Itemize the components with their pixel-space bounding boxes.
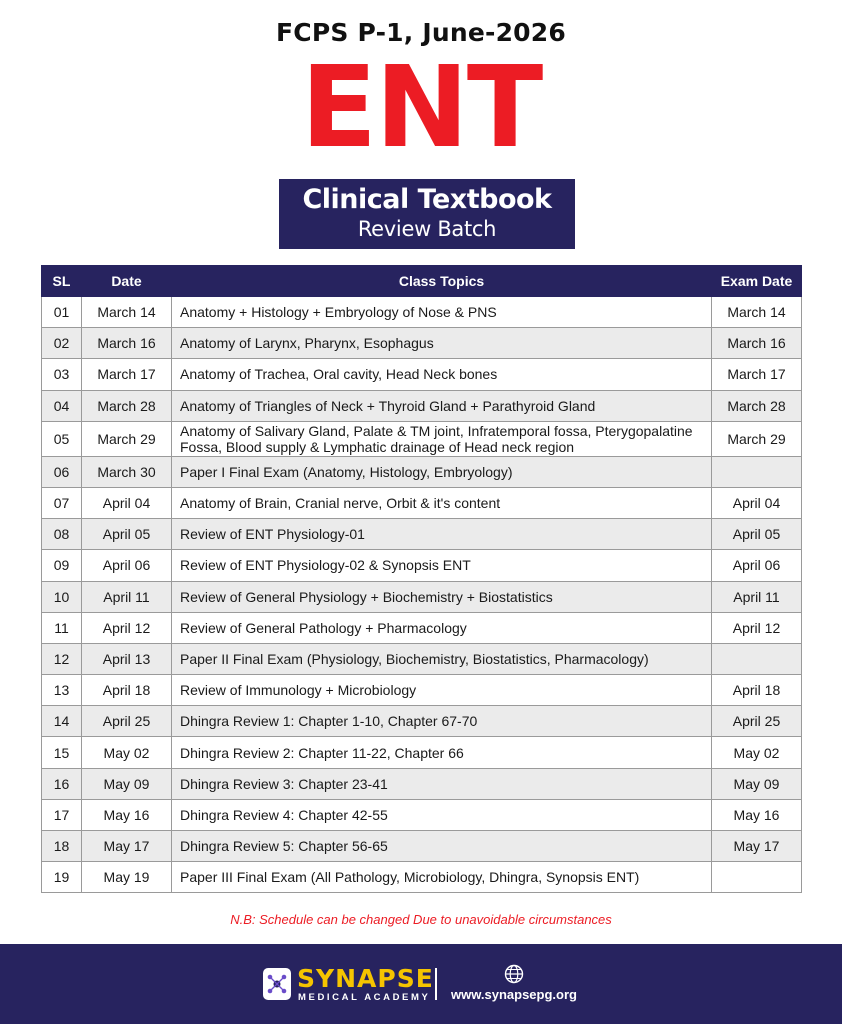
cell-topic: Review of Immunology + Microbiology [172,675,712,706]
table-row [42,297,802,328]
cell-exam-date: April 05 [712,519,802,550]
cell-exam-date: April 06 [712,550,802,581]
cell-sl: 18 [42,831,82,862]
cell-date: March 14 [82,297,172,328]
table-row [42,612,802,643]
cell-date: May 02 [82,737,172,768]
cell-date: March 17 [82,359,172,390]
cell-topic: Anatomy of Salivary Gland, Palate & TM joint, Infratemporal fossa, Pterygopalatine Fossa, Blood supply & Lymphatic drainage of Head neck region [172,421,712,456]
cell-sl: 12 [42,643,82,674]
cell-topic: Dhingra Review 2: Chapter 11-22, Chapter 66 [172,737,712,768]
cell-sl: 16 [42,768,82,799]
table-row [42,359,802,390]
cell-sl: 14 [42,706,82,737]
cell-date: May 16 [82,799,172,830]
cell-topic: Paper III Final Exam (All Pathology, Microbiology, Dhingra, Synopsis ENT) [172,862,712,893]
cell-exam-date: March 29 [712,421,802,456]
cell-topic: Dhingra Review 1: Chapter 1-10, Chapter 67-70 [172,706,712,737]
table-row [42,831,802,862]
table-row [42,706,802,737]
cell-topic: Review of General Pathology + Pharmacology [172,612,712,643]
cell-topic: Dhingra Review 3: Chapter 23-41 [172,768,712,799]
cell-topic: Review of General Physiology + Biochemistry + Biostatistics [172,581,712,612]
table-header-row [42,266,802,297]
cell-exam-date: May 09 [712,768,802,799]
cell-exam-date [712,456,802,487]
cell-exam-date: May 16 [712,799,802,830]
cell-sl: 15 [42,737,82,768]
cell-exam-date: April 11 [712,581,802,612]
cell-date: March 16 [82,328,172,359]
brand-name: SYNAPSE [297,964,434,993]
course-subtitle: FCPS P-1, June-2026 [276,18,566,47]
cell-topic: Dhingra Review 4: Chapter 42-55 [172,799,712,830]
course-title: ENT [300,43,542,173]
cell-exam-date: May 17 [712,831,802,862]
synapse-network-logo-icon-graphic [263,968,291,1000]
cell-exam-date: March 16 [712,328,802,359]
schedule-table [41,265,802,893]
cell-date: April 05 [82,519,172,550]
table-row [42,519,802,550]
cell-date: March 30 [82,456,172,487]
cell-sl: 05 [42,421,82,456]
cell-exam-date: April 18 [712,675,802,706]
table-row [42,456,802,487]
cell-exam-date: March 14 [712,297,802,328]
table-row [42,862,802,893]
batch-line-1: Clinical Textbook [302,184,552,215]
cell-topic: Anatomy of Triangles of Neck + Thyroid Gland + Parathyroid Gland [172,390,712,421]
cell-exam-date: May 02 [712,737,802,768]
batch-line-2: Review Batch [357,217,497,241]
cell-topic: Dhingra Review 5: Chapter 56-65 [172,831,712,862]
table-row [42,799,802,830]
cell-topic: Paper I Final Exam (Anatomy, Histology, Embryology) [172,456,712,487]
batch-banner [279,179,575,249]
cell-date: March 29 [82,421,172,456]
cell-exam-date: April 12 [712,612,802,643]
cell-topic: Review of ENT Physiology-02 & Synopsis ENT [172,550,712,581]
cell-date: May 17 [82,831,172,862]
table-row [42,581,802,612]
table-row [42,643,802,674]
table-row [42,737,802,768]
footer-bar [0,944,842,1024]
table-row [42,487,802,518]
table-row [42,675,802,706]
cell-exam-date [712,862,802,893]
table-row [42,390,802,421]
cell-date: April 13 [82,643,172,674]
cell-date: April 11 [82,581,172,612]
cell-exam-date: March 28 [712,390,802,421]
synapse-network-logo-icon [263,968,291,1000]
cell-sl: 04 [42,390,82,421]
cell-sl: 17 [42,799,82,830]
cell-sl: 08 [42,519,82,550]
footer-divider [435,968,437,1000]
cell-sl: 02 [42,328,82,359]
cell-topic: Anatomy + Histology + Embryology of Nose & PNS [172,297,712,328]
cell-exam-date: March 17 [712,359,802,390]
cell-topic: Paper II Final Exam (Physiology, Biochemistry, Biostatistics, Pharmacology) [172,643,712,674]
column-header-sl: SL [42,266,82,297]
cell-topic: Anatomy of Brain, Cranial nerve, Orbit & it's content [172,487,712,518]
column-header-topics: Class Topics [172,266,712,297]
cell-date: May 09 [82,768,172,799]
globe-icon [504,964,524,984]
cell-topic: Anatomy of Larynx, Pharynx, Esophagus [172,328,712,359]
cell-sl: 10 [42,581,82,612]
schedule-note: N.B: Schedule can be changed Due to unavoidable circumstances [230,912,612,927]
cell-date: April 04 [82,487,172,518]
cell-date: April 25 [82,706,172,737]
cell-exam-date: April 04 [712,487,802,518]
column-header-exam-date: Exam Date [712,266,802,297]
cell-date: April 12 [82,612,172,643]
cell-sl: 19 [42,862,82,893]
cell-topic: Review of ENT Physiology-01 [172,519,712,550]
column-header-date: Date [82,266,172,297]
cell-topic: Anatomy of Trachea, Oral cavity, Head Neck bones [172,359,712,390]
cell-date: May 19 [82,862,172,893]
table-row [42,550,802,581]
schedule-body [42,297,802,893]
cell-date: April 18 [82,675,172,706]
table-row [42,328,802,359]
cell-sl: 06 [42,456,82,487]
cell-exam-date: April 25 [712,706,802,737]
cell-sl: 11 [42,612,82,643]
table-row [42,421,802,456]
cell-sl: 01 [42,297,82,328]
cell-exam-date [712,643,802,674]
cell-sl: 03 [42,359,82,390]
cell-sl: 13 [42,675,82,706]
cell-sl: 07 [42,487,82,518]
cell-date: March 28 [82,390,172,421]
table-row [42,768,802,799]
cell-sl: 09 [42,550,82,581]
cell-date: April 06 [82,550,172,581]
website-link[interactable]: www.synapsepg.org [451,987,577,1002]
brand-subtitle: MEDICAL ACADEMY [298,992,431,1003]
